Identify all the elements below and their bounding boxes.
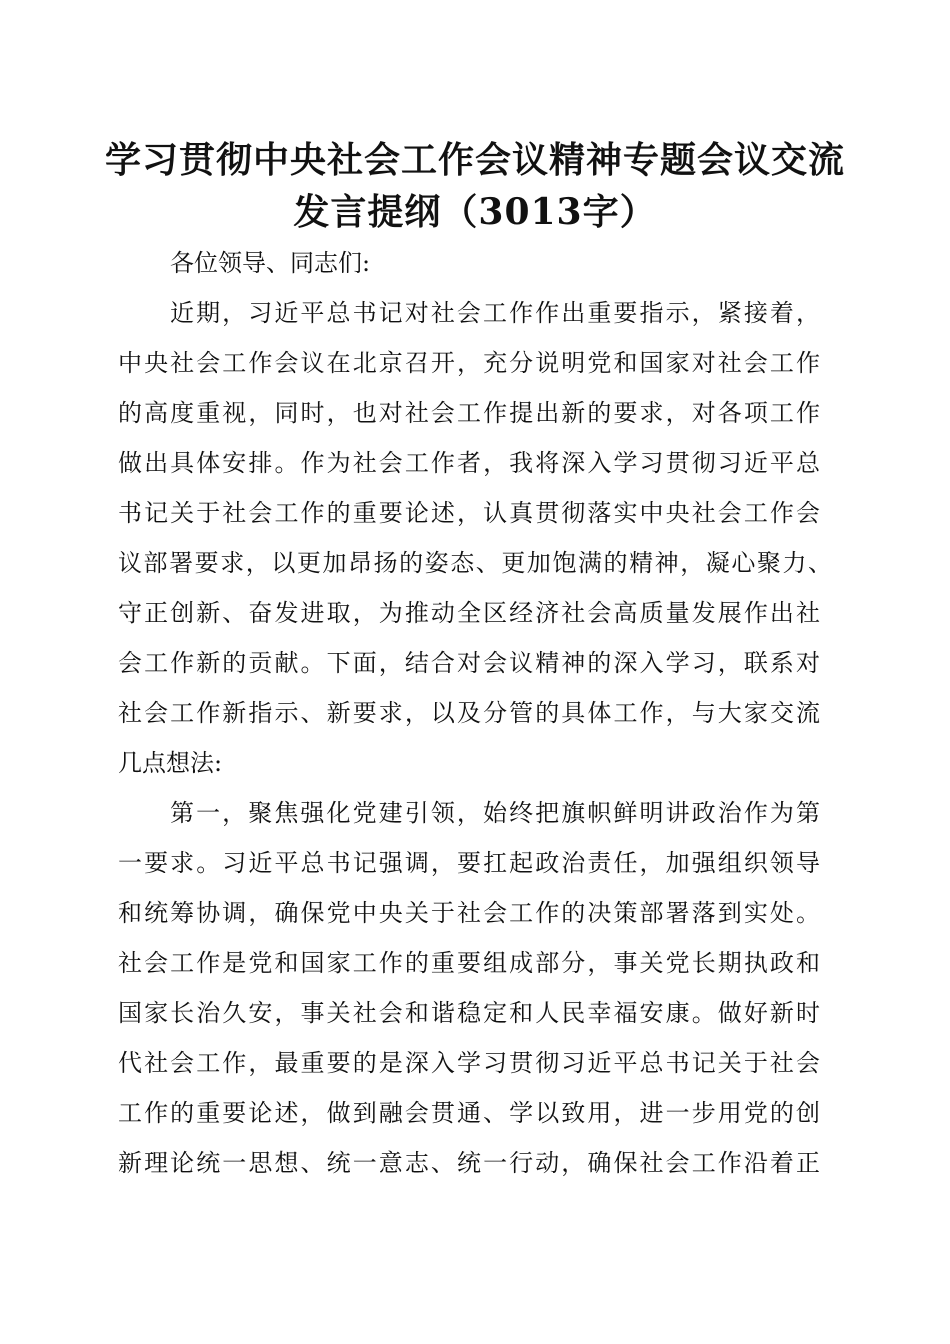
paragraph-2-line: 工作的重要论述，做到融会贯通、学以致用，进一步用党的创: [118, 1099, 820, 1127]
paragraph-1-line: 的高度重视，同时，也对社会工作提出新的要求，对各项工作: [118, 399, 820, 427]
salutation: 各位领导、同志们:: [170, 249, 371, 277]
paragraph-2-line: 和统筹协调，确保党中央关于社会工作的决策部署落到实处。: [118, 899, 820, 927]
paragraph-2-line: 新理论统一思想、统一意志、统一行动，确保社会工作沿着正: [118, 1149, 820, 1177]
paragraph-2-line: 第一，聚焦强化党建引领，始终把旗帜鲜明讲政治作为第: [170, 799, 820, 827]
paragraph-1-line: 会工作新的贡献。下面，结合对会议精神的深入学习，联系对: [118, 649, 820, 677]
title-line-2: 发言提纲（3013字）: [293, 191, 657, 233]
paragraph-1-line: 近期，习近平总书记对社会工作作出重要指示，紧接着，: [170, 299, 820, 327]
paragraph-1-line: 中央社会工作会议在北京召开，充分说明党和国家对社会工作: [118, 349, 820, 377]
paragraph-2-line: 社会工作是党和国家工作的重要组成部分，事关党长期执政和: [118, 949, 820, 977]
paragraph-1-line: 几点想法:: [118, 749, 223, 777]
paragraph-2-line: 国家长治久安，事关社会和谐稳定和人民幸福安康。做好新时: [118, 999, 820, 1027]
paragraph-1-line: 做出具体安排。作为社会工作者，我将深入学习贯彻习近平总: [118, 449, 820, 477]
paragraph-2-line: 代社会工作，最重要的是深入学习贯彻习近平总书记关于社会: [118, 1049, 820, 1077]
title-line-1: 学习贯彻中央社会工作会议精神专题会议交流: [104, 139, 845, 181]
paragraph-1-line: 守正创新、奋发进取，为推动全区经济社会高质量发展作出社: [118, 599, 820, 627]
paragraph-1-line: 议部署要求，以更加昂扬的姿态、更加饱满的精神，凝心聚力、: [118, 549, 832, 577]
paragraph-1-line: 社会工作新指示、新要求，以及分管的具体工作，与大家交流: [118, 699, 820, 727]
paragraph-2-line: 一要求。习近平总书记强调，要扛起政治责任，加强组织领导: [118, 849, 820, 877]
paragraph-1-line: 书记关于社会工作的重要论述，认真贯彻落实中央社会工作会: [118, 499, 820, 527]
